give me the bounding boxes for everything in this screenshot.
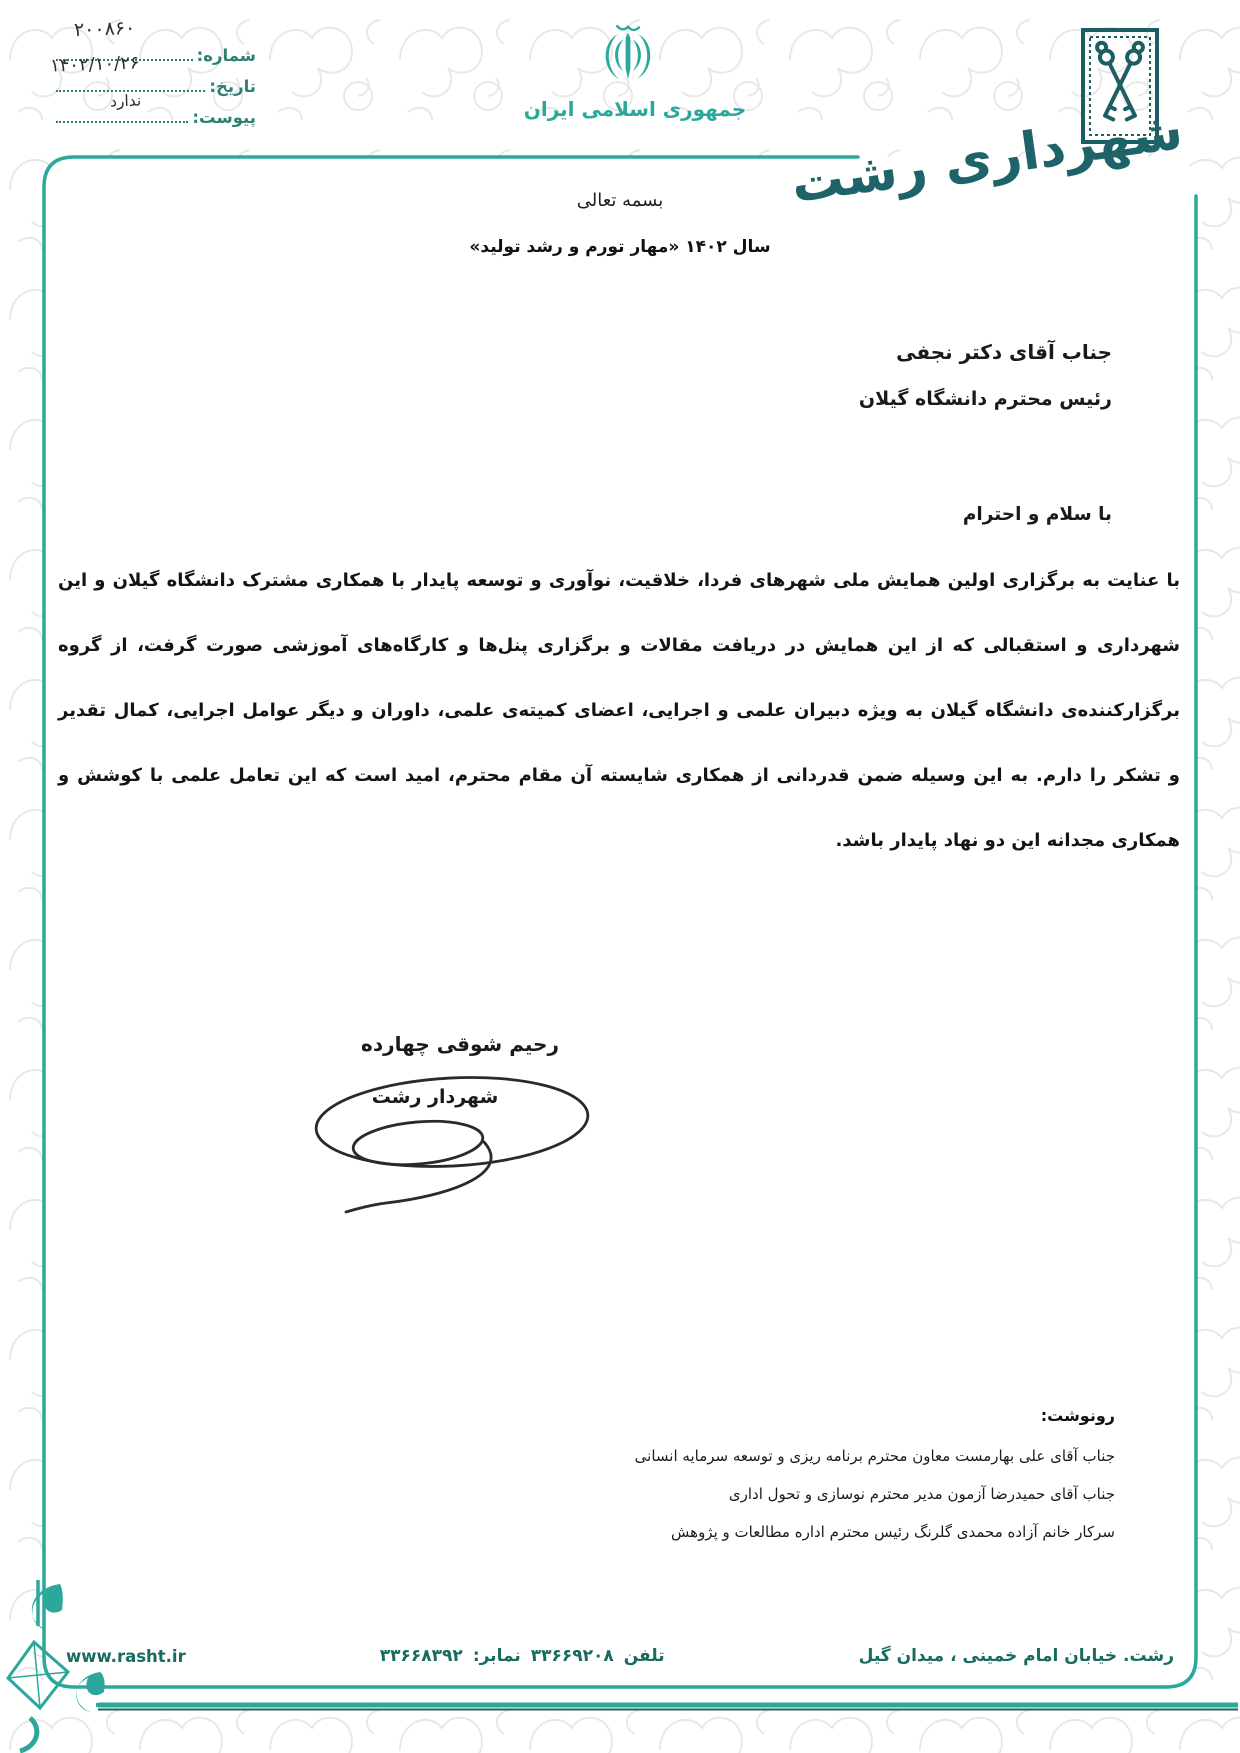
signer-title: شهردار رشت [371,1086,499,1108]
cc-item: سرکار خانم آزاده محمدی گلرنگ رئیس محترم اداره مطالعات و پژوهش [671,1523,1115,1541]
attachment-dotted-line [56,121,188,123]
corner-flourish-icon [0,1580,132,1753]
cc-item: جناب آقای علی بهارمست معاون محترم برنامه ریزی و توسعه سرمایه انسانی [634,1447,1115,1465]
signer-name: رحیم شوقی چهارده [361,1032,559,1056]
body-line: شهرداری و استقبالی که از این همایش در دریافت مقالات و برگزاری پنل‌ها و کارگاه‌های آموزشی صورت گرفت، از گروه [58,635,1180,656]
emblem-caption: جمهوری اسلامی ایران [523,97,747,121]
phone-label: تلفن [623,1646,665,1666]
basmala: بسمه تعالی [576,190,664,211]
letter-reference-fields [56,34,256,127]
body-line: همکاری مجدانه این دو نهاد پایدار باشد. [835,830,1180,851]
date-label: تاریخ: [209,77,256,96]
phone-number: ۳۳۶۶۹۲۰۸ [530,1646,614,1666]
footer-address: رشت. خیابان امام خمینی ، میدان گیل [858,1646,1174,1666]
org-name-calligraphy: شهرداری رشت [787,100,1187,216]
year-slogan: سال ۱۴۰۲ «مهار تورم و رشد تولید» [469,237,771,257]
salutation: با سلام و احترام [962,504,1112,525]
footer-website: www.rasht.ir [66,1646,186,1666]
attachment-value: ندارد [109,91,142,111]
body-line: برگزارکننده‌ی دانشگاه گیلان به ویژه دبیران علمی و اجرایی، اعضای کمیته‌ی علمی، داوران و دیگر عوامل اجرایی، کمال تقدیر [58,700,1180,721]
recipient-title: رئیس محترم دانشگاه گیلان [858,388,1112,410]
letterhead-footer [66,1646,1174,1666]
fax-label: نمابر: [472,1646,521,1666]
cc-label: رونوشت: [1040,1406,1115,1425]
attachment-field [56,96,256,127]
recipient-block [859,340,1112,410]
recipient-name: جناب آقای دکتر نجفی [896,340,1112,364]
iran-emblem-icon [597,22,659,90]
cc-item: جناب آقای حمیدرضا آزمون مدیر محترم نوسازی و تحول اداری [728,1485,1115,1503]
fax-number: ۳۳۶۶۸۳۹۲ [379,1646,463,1666]
footer-contact [380,1646,665,1666]
number-value: ۲۰۰۸۶۰ [73,16,136,42]
body-line: با عنایت به برگزاری اولین همایش ملی شهرهای فردا، خلاقیت، نوآوری و توسعه پایدار با همکاری مشترک دانشگاه گیلان و این [58,570,1180,591]
cc-block [635,1406,1115,1551]
date-value: ۱۴۰۲/۱۰/۲۶ [49,52,140,77]
body-line: و تشکر را دارم. به این وسیله ضمن قدردانی از همکاری شایسته آن مقام محترم، امید است که این تعامل علمی با کوشش و [58,765,1180,786]
letter-body [58,548,1180,873]
attachment-label: پیوست: [192,108,256,127]
number-label: شماره: [196,46,256,65]
